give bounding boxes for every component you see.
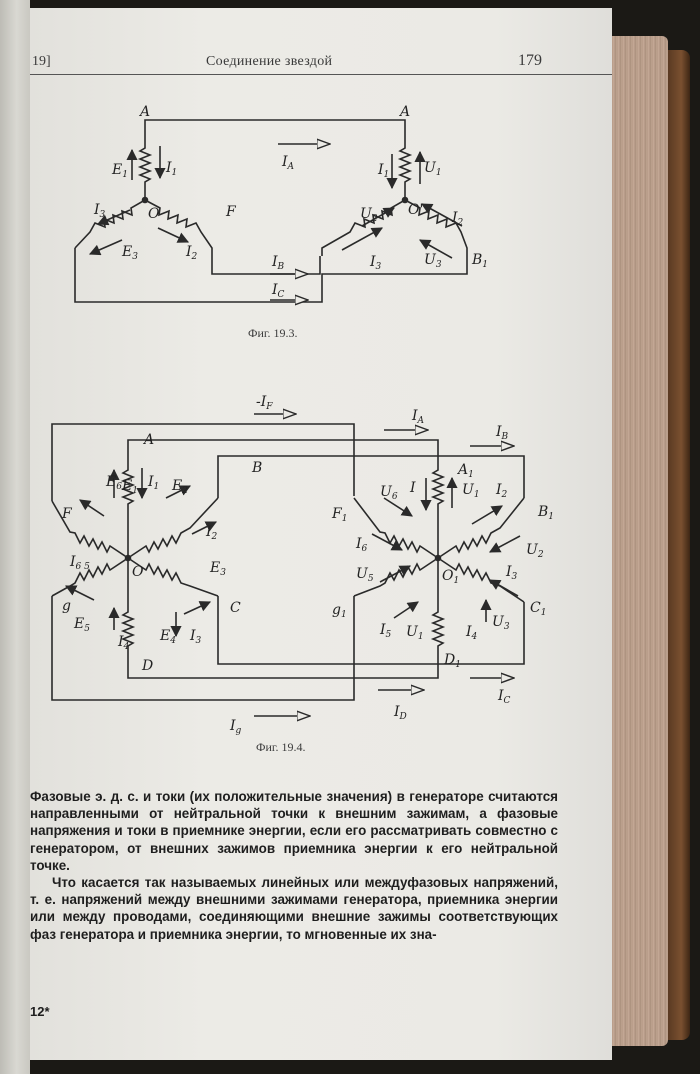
generator-winding-3 <box>75 200 145 248</box>
label-u1: $U_1$ <box>462 482 480 500</box>
label-a-right: A <box>400 104 411 120</box>
label-f1: $F_1$ <box>332 506 348 524</box>
running-header <box>30 48 612 75</box>
label-i1-right: $I_1$ <box>378 162 390 180</box>
label-i3-left: $I_3$ <box>94 202 106 220</box>
label-f: F <box>226 204 236 220</box>
label-i6i5: $I_{6 5}$ <box>70 554 90 572</box>
label-ib: $I_B$ <box>272 254 285 272</box>
label-i3: $I_3$ <box>190 628 202 646</box>
label-o: O <box>132 564 144 580</box>
label-a1: $A_1$ <box>458 462 474 480</box>
label-ic: $I_C$ <box>498 688 511 706</box>
label-d1: $D_1$ <box>444 652 461 670</box>
wire-b <box>212 256 320 274</box>
label-i5-r: $I_5$ <box>380 622 392 640</box>
label-b: B <box>252 460 263 476</box>
label-u3: $U_3$ <box>424 252 442 270</box>
label-ic: $I_C$ <box>272 282 285 300</box>
label-i2-r: $I_2$ <box>496 482 508 500</box>
label-e1: $E_1$ <box>112 162 128 180</box>
label-e3: $E_3$ <box>210 560 226 578</box>
label-i2: $I_2$ <box>206 524 218 542</box>
book-cover <box>668 50 690 1040</box>
page-block-edge <box>612 36 668 1046</box>
label-u1: $U_1$ <box>424 160 442 178</box>
figure-19-4 <box>34 386 564 736</box>
label-a-left: A <box>140 104 151 120</box>
figure-19-3 <box>60 88 490 328</box>
label-f: F <box>62 506 72 522</box>
signature-mark: 12* <box>30 1004 50 1019</box>
label-c1: $C_1$ <box>530 600 547 618</box>
body-text <box>30 788 558 943</box>
label-id: $I_D$ <box>394 704 407 722</box>
wire-a-top <box>145 120 405 136</box>
label-i3-r: $I_3$ <box>506 564 518 582</box>
section-number: 19] <box>32 54 51 69</box>
label-i3-right: $I_3$ <box>370 254 382 272</box>
label-i2-left: $I_2$ <box>186 244 198 262</box>
label-ia: $I_A$ <box>282 154 295 172</box>
label-i1-left: $I_1$ <box>166 160 178 178</box>
paragraph-2: Что касается так называемых линейных или междуфазовых напряжений, т. е. напряжений между внешними зажимами генератора, приемника энергии или между проводами, соединяющими внешние зажимы соответствующих фаз генератора и приемника энергии, то мгновенные их зна- <box>30 875 558 942</box>
label-b1: $B_1$ <box>472 252 489 270</box>
label-c: C <box>230 600 241 616</box>
running-title: Соединение звездой <box>206 54 333 69</box>
label-o1: $O_1$ <box>442 568 460 586</box>
label-o: O <box>148 206 160 222</box>
page-number: 179 <box>518 52 542 69</box>
generator-winding-1 <box>140 136 150 200</box>
label-i4-r: $I_4$ <box>466 624 478 642</box>
label-b1: $B_1$ <box>538 504 555 522</box>
label-u1-low: $U_1$ <box>406 624 424 642</box>
book-page <box>30 8 612 1060</box>
label-e2: $E_2$ <box>172 478 188 496</box>
facing-page-edge <box>0 0 30 1074</box>
label-a: A <box>144 432 155 448</box>
label-i6-r: $I_6$ <box>356 536 368 554</box>
label-e3: $E_3$ <box>122 244 138 262</box>
label-ia: $I_A$ <box>412 408 425 426</box>
label-d: D <box>142 658 154 674</box>
label-u2: $U_2$ <box>360 206 378 224</box>
label-u5: $U_5$ <box>356 566 374 584</box>
wire-a <box>128 440 438 456</box>
label-ig: $I_g$ <box>230 718 242 736</box>
label-g1: $g_1$ <box>332 602 347 620</box>
label-e1: $E_1$ <box>122 478 138 496</box>
label-e5: $E_5$ <box>74 616 90 634</box>
paragraph-1: Фазовые э. д. с. и токи (их положительные значения) в генераторе считаются направленными от нейтральной точки к внешним зажимам, а фазовые напряжения и токи в приемнике энергии, если его рассматривать совместно с генератором, от внешних зажимов приемника энергии к его нейтральной точке. <box>30 789 558 873</box>
wire-f <box>52 424 354 501</box>
label-ib: $I_B$ <box>496 424 509 442</box>
label-i4: $I_4$ <box>118 634 130 652</box>
label-g: g <box>62 598 71 614</box>
label-u3: $U_3$ <box>492 614 510 632</box>
figure-19-4-caption: Фиг. 19.4. <box>256 740 306 754</box>
label-o-prime: O' <box>408 202 424 218</box>
label-u2: $U_2$ <box>526 542 544 560</box>
label-u6: $U_6$ <box>380 484 398 502</box>
label-i1: $I_1$ <box>148 474 160 492</box>
label-if: $-I_F$ <box>256 394 273 412</box>
label-e6e1: $E_6$ <box>106 474 122 492</box>
label-i-mid: I <box>410 480 416 496</box>
wire-c <box>218 596 524 664</box>
wire-d <box>128 648 438 678</box>
receiver-winding-1 <box>400 134 410 200</box>
wire-g <box>52 596 354 700</box>
label-i2-right: $I_2$ <box>452 210 464 228</box>
label-e4: $E_4$ <box>160 628 176 646</box>
figure-19-3-caption: Фиг. 19.3. <box>248 326 298 340</box>
